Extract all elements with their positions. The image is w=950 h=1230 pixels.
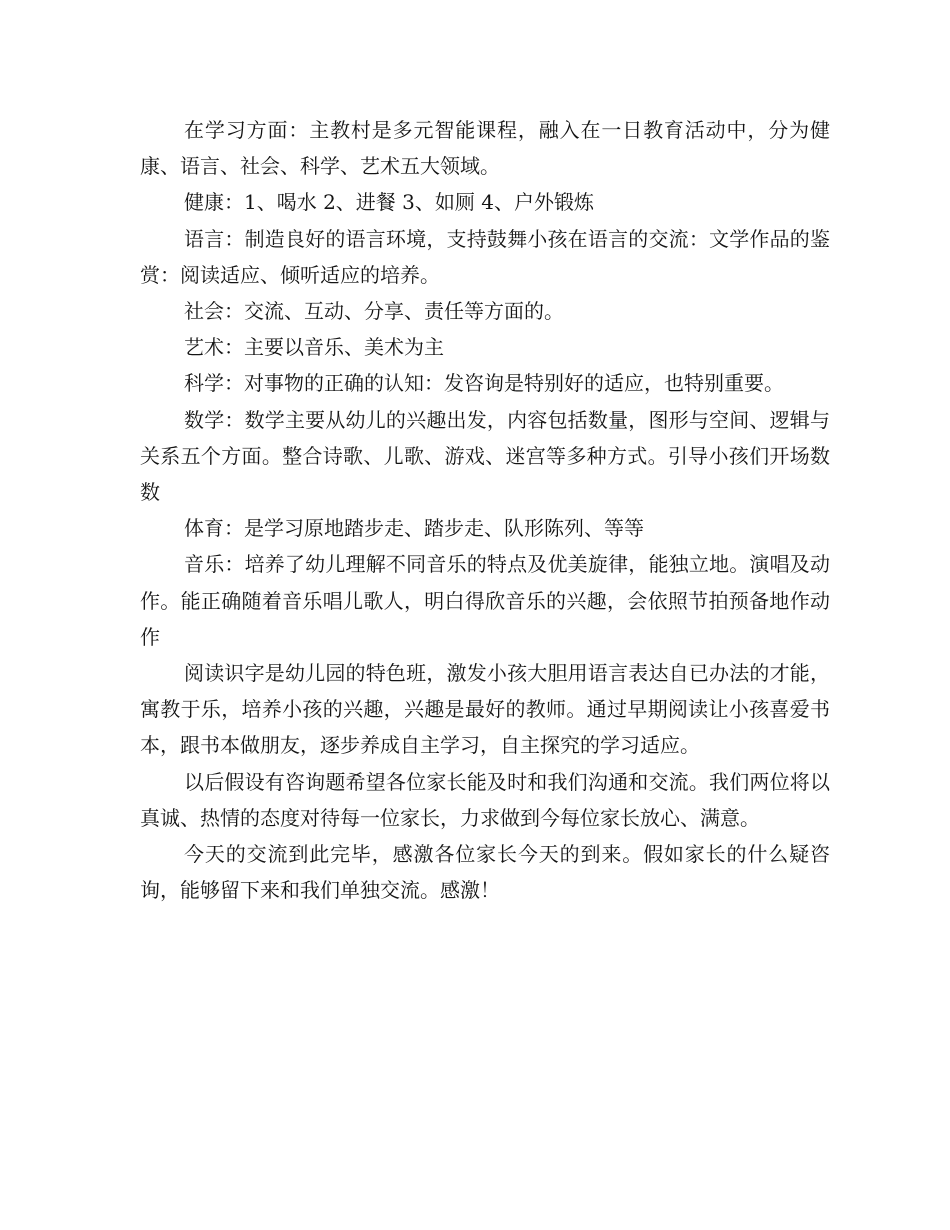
paragraph-music: 音乐：培养了幼儿理解不同音乐的特点及优美旋律，能独立地。演唱及动作。能正确随着音乐唱儿歌人，明白得欣音乐的兴趣，会依照节拍预备地作动作	[140, 552, 830, 649]
paragraph-communication: 以后假设有咨询题希望各位家长能及时和我们沟通和交流。我们两位将以真诚、热情的态度对待每一位家长，力求做到今每位家长放心、满意。	[140, 769, 830, 830]
paragraph-language: 语言：制造良好的语言环境，支持鼓舞小孩在语言的交流：文学作品的鉴赏：阅读适应、倾听适应的培养。	[140, 226, 830, 287]
paragraph-reading: 阅读识字是幼儿园的特色班，激发小孩大胆用语言表达自已办法的才能，寓教于乐，培养小孩的兴趣，兴趣是最好的教师。通过早期阅读让小孩喜爱书本，跟书本做朋友，逐步养成自主学习，自主探究的学习适应。	[140, 661, 830, 758]
paragraph-art: 艺术：主要以音乐、美术为主	[184, 335, 444, 360]
paragraph-learning-overview: 在学习方面：主教村是多元智能课程，融入在一日教育活动中，分为健康、语言、社会、科学、艺术五大领域。	[140, 118, 830, 179]
document-body	[140, 112, 830, 908]
paragraph-pe: 体育：是学习原地踏步走、踏步走、队形陈列、等等	[184, 516, 644, 541]
paragraph-health: 健康：1、喝水 2、进餐 3、如厕 4、户外锻炼	[184, 190, 594, 215]
paragraph-closing: 今天的交流到此完毕，感激各位家长今天的到来。假如家长的什么疑咨询，能够留下来和我们单独交流。感激！	[140, 842, 830, 903]
paragraph-science: 科学：对事物的正确的认知：发咨询是特别好的适应，也特别重要。	[184, 371, 784, 396]
paragraph-society: 社会：交流、互动、分享、责任等方面的。	[184, 299, 564, 324]
paragraph-math: 数学：数学主要从幼儿的兴趣出发，内容包括数量，图形与空间、逻辑与关系五个方面。整合诗歌、儿歌、游戏、迷宫等多种方式。引导小孩们开场数数	[140, 407, 830, 505]
